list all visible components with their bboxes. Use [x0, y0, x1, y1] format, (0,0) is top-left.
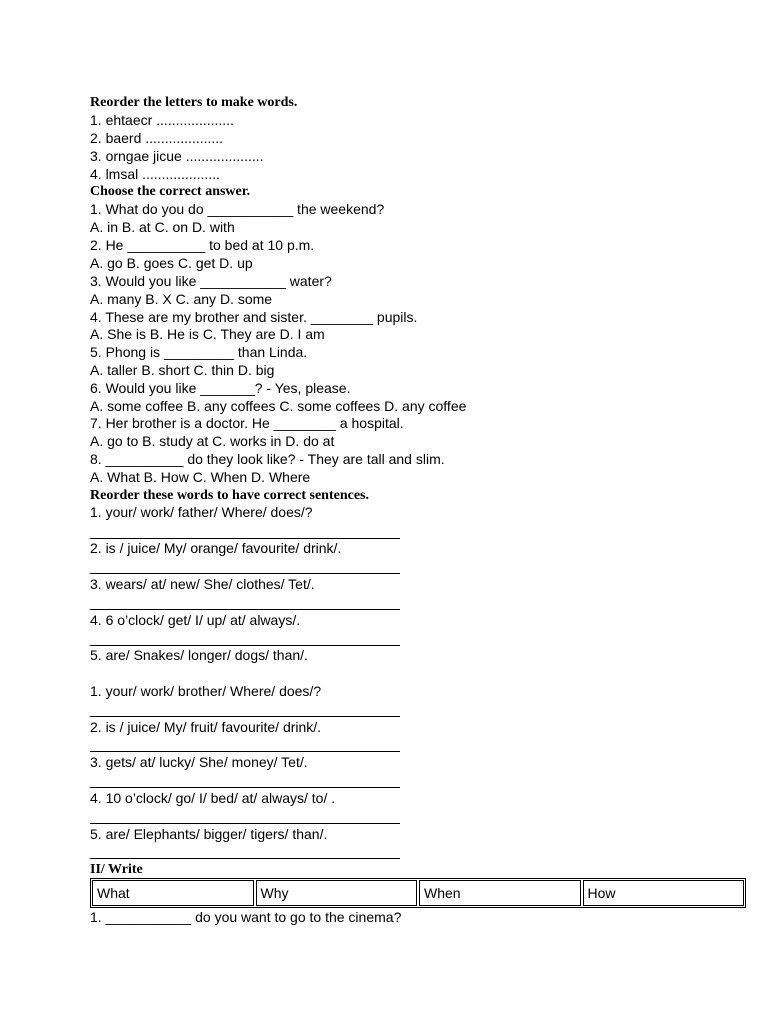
- write-item-1: 1. ___________ do you want to go to the cinema?: [90, 909, 402, 925]
- letters-item-1: 1. ehtaecr ....................: [90, 112, 234, 128]
- answer-line: [90, 573, 400, 574]
- answer-line: [90, 538, 400, 539]
- letters-item-2: 2. baerd ....................: [90, 130, 224, 146]
- options-5: A. taller B. short C. thin D. big: [90, 362, 275, 378]
- options-8: A. What B. How C. When D. Where: [90, 469, 311, 485]
- reorder-item-6: 1. your/ work/ brother/ Where/ does/?: [90, 683, 322, 699]
- reorder-item-9: 4. 10 o’clock/ go/ I/ bed/ at/ always/ to/ .: [90, 790, 336, 806]
- letters-item-3: 3. orngae jicue ....................: [90, 148, 264, 164]
- options-3: A. many B. X C. any D. some: [90, 291, 273, 307]
- answer-line: [90, 716, 400, 717]
- options-2: A. go B. goes C. get D. up: [90, 255, 253, 271]
- answer-line: [90, 751, 400, 752]
- section-heading-write: II/ Write: [90, 862, 143, 877]
- word-cell-when: When: [419, 880, 581, 906]
- section-heading-reorder-words: Reorder these words to have correct sentences.: [90, 488, 370, 503]
- question-2: 2. He __________ to bed at 10 p.m.: [90, 237, 315, 253]
- question-4: 4. These are my brother and sister. ________ pupils.: [90, 309, 418, 325]
- options-7: A. go to B. study at C. works in D. do at: [90, 433, 335, 449]
- answer-line: [90, 823, 400, 824]
- reorder-item-10: 5. are/ Elephants/ bigger/ tigers/ than/.: [90, 826, 328, 842]
- word-cell-what: What: [92, 880, 254, 906]
- question-6: 6. Would you like _______? - Yes, please.: [90, 380, 351, 396]
- reorder-item-4: 4. 6 o’clock/ get/ I/ up/ at/ always/.: [90, 612, 301, 628]
- answer-line: [90, 787, 400, 788]
- question-8: 8. __________ do they look like? - They are tall and slim.: [90, 451, 445, 467]
- answer-line: [90, 858, 400, 859]
- question-5: 5. Phong is _________ than Linda.: [90, 344, 308, 360]
- question-1: 1. What do you do ___________ the weekend?: [90, 201, 385, 217]
- options-6: A. some coffee B. any coffees C. some coffees D. any coffee: [90, 398, 467, 414]
- reorder-item-7: 2. is / juice/ My/ fruit/ favourite/ drink/.: [90, 719, 322, 735]
- answer-line: [90, 609, 400, 610]
- options-4: A. She is B. He is C. They are D. I am: [90, 326, 325, 342]
- reorder-item-8: 3. gets/ at/ lucky/ She/ money/ Tet/.: [90, 754, 308, 770]
- reorder-item-3: 3. wears/ at/ new/ She/ clothes/ Tet/.: [90, 576, 315, 592]
- word-cell-how: How: [583, 880, 745, 906]
- section-heading-reorder-letters: Reorder the letters to make words.: [90, 95, 298, 110]
- reorder-item-5: 5. are/ Snakes/ longer/ dogs/ than/.: [90, 647, 308, 663]
- letters-item-4: 4. lmsal ....................: [90, 166, 220, 182]
- word-cell-why: Why: [256, 880, 418, 906]
- options-1: A. in B. at C. on D. with: [90, 219, 235, 235]
- question-3: 3. Would you like ___________ water?: [90, 273, 332, 289]
- question-7: 7. Her brother is a doctor. He ________ a hospital.: [90, 415, 404, 431]
- answer-line: [90, 645, 400, 646]
- section-heading-choose-answer: Choose the correct answer.: [90, 184, 251, 199]
- reorder-item-1: 1. your/ work/ father/ Where/ does/?: [90, 504, 313, 520]
- reorder-item-2: 2. is / juice/ My/ orange/ favourite/ drink/.: [90, 540, 342, 556]
- question-word-table: [90, 878, 746, 908]
